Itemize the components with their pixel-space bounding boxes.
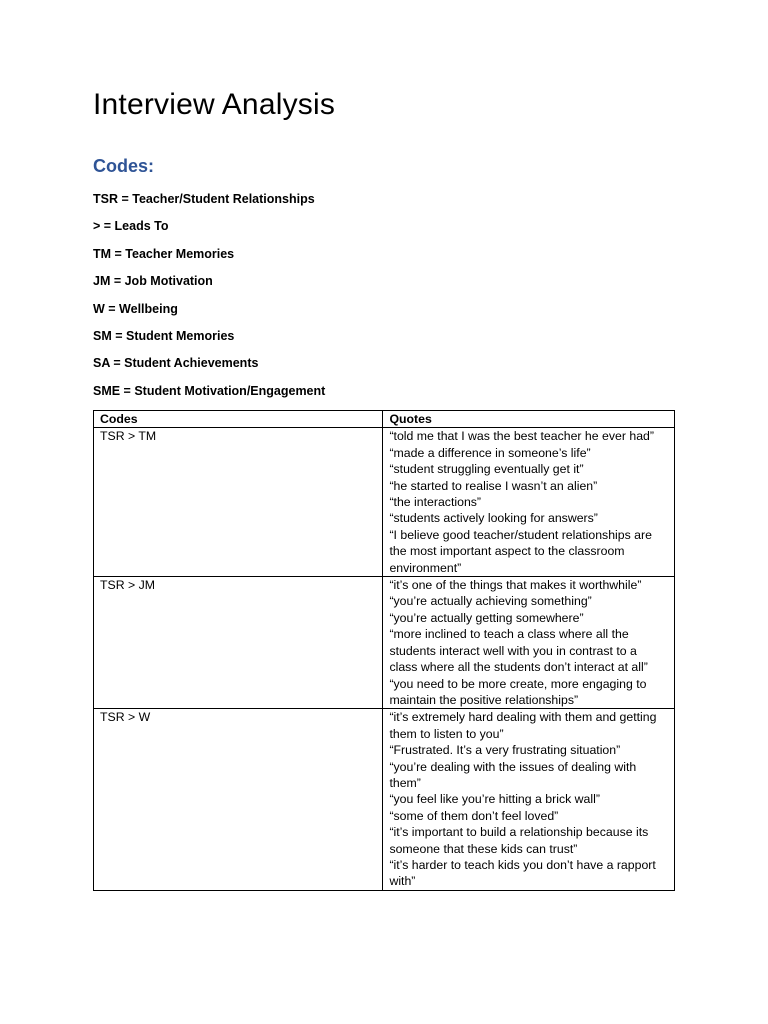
quote: “told me that I was the best teacher he ever had” — [389, 429, 654, 444]
codes-heading: Codes: — [93, 156, 155, 176]
page-title: Interview Analysis — [93, 88, 336, 121]
quote: “student struggling eventually get it” — [389, 462, 584, 477]
code-definition: > = Leads To — [93, 219, 169, 234]
code-definition: SA = Student Achievements — [93, 356, 259, 371]
table-row — [94, 428, 675, 577]
table-row — [94, 577, 675, 709]
quote: “I believe good teacher/student relationships are the most important aspect to the classroom environment” — [389, 527, 652, 575]
table-header-row — [94, 411, 675, 428]
quote: “students actively looking for answers” — [389, 511, 598, 526]
quote: “it’s harder to teach kids you don’t have a rapport with” — [389, 857, 656, 889]
code-definition: TSR = Teacher/Student Relationships — [93, 192, 315, 206]
quote: “you’re dealing with the issues of dealing with them” — [389, 759, 637, 790]
quotes-table — [93, 410, 675, 891]
codes-column-header: Codes — [94, 411, 383, 428]
code-definition: SM = Student Memories — [93, 328, 235, 343]
row-code-cell: TSR > JM — [94, 577, 383, 709]
table-row — [94, 709, 675, 890]
quote: “the interactions” — [389, 495, 482, 510]
row-quotes-cell — [383, 577, 675, 709]
code-definition: TM = Teacher Memories — [93, 246, 235, 261]
quote: “made a difference in someone’s life” — [389, 445, 591, 460]
quote: “it’s extremely hard dealing with them and getting them to listen to you” — [389, 710, 657, 741]
quote: “you’re actually achieving something” — [389, 594, 592, 609]
quote: “you feel like you’re hitting a brick wall” — [389, 792, 600, 807]
row-quotes-cell — [383, 709, 675, 890]
quote: “you need to be more create, more engaging to maintain the positive relationships” — [389, 676, 647, 707]
quote: “he started to realise I wasn’t an alien” — [389, 478, 598, 493]
quote: “Frustrated. It’s a very frustrating situation” — [389, 743, 621, 758]
quote: “some of them don’t feel loved” — [389, 808, 559, 823]
quotes-column-header: Quotes — [383, 411, 675, 428]
code-definition: SME = Student Motivation/Engagement — [93, 383, 326, 398]
code-definition: W = Wellbeing — [93, 301, 178, 316]
quote: “it’s important to build a relationship because its someone that these kids can trust” — [389, 825, 649, 856]
quote: “more inclined to teach a class where all the students interact well with you in contrast to a class where all the students don’t interact at all” — [389, 627, 648, 675]
codes-list — [93, 190, 325, 409]
quote: “you’re actually getting somewhere” — [389, 610, 584, 625]
quote: “it’s one of the things that makes it worthwhile” — [389, 578, 642, 593]
row-quotes-cell — [383, 428, 675, 577]
row-code-cell: TSR > TM — [94, 428, 383, 577]
code-definition: JM = Job Motivation — [93, 274, 213, 289]
row-code-cell: TSR > W — [94, 709, 383, 890]
